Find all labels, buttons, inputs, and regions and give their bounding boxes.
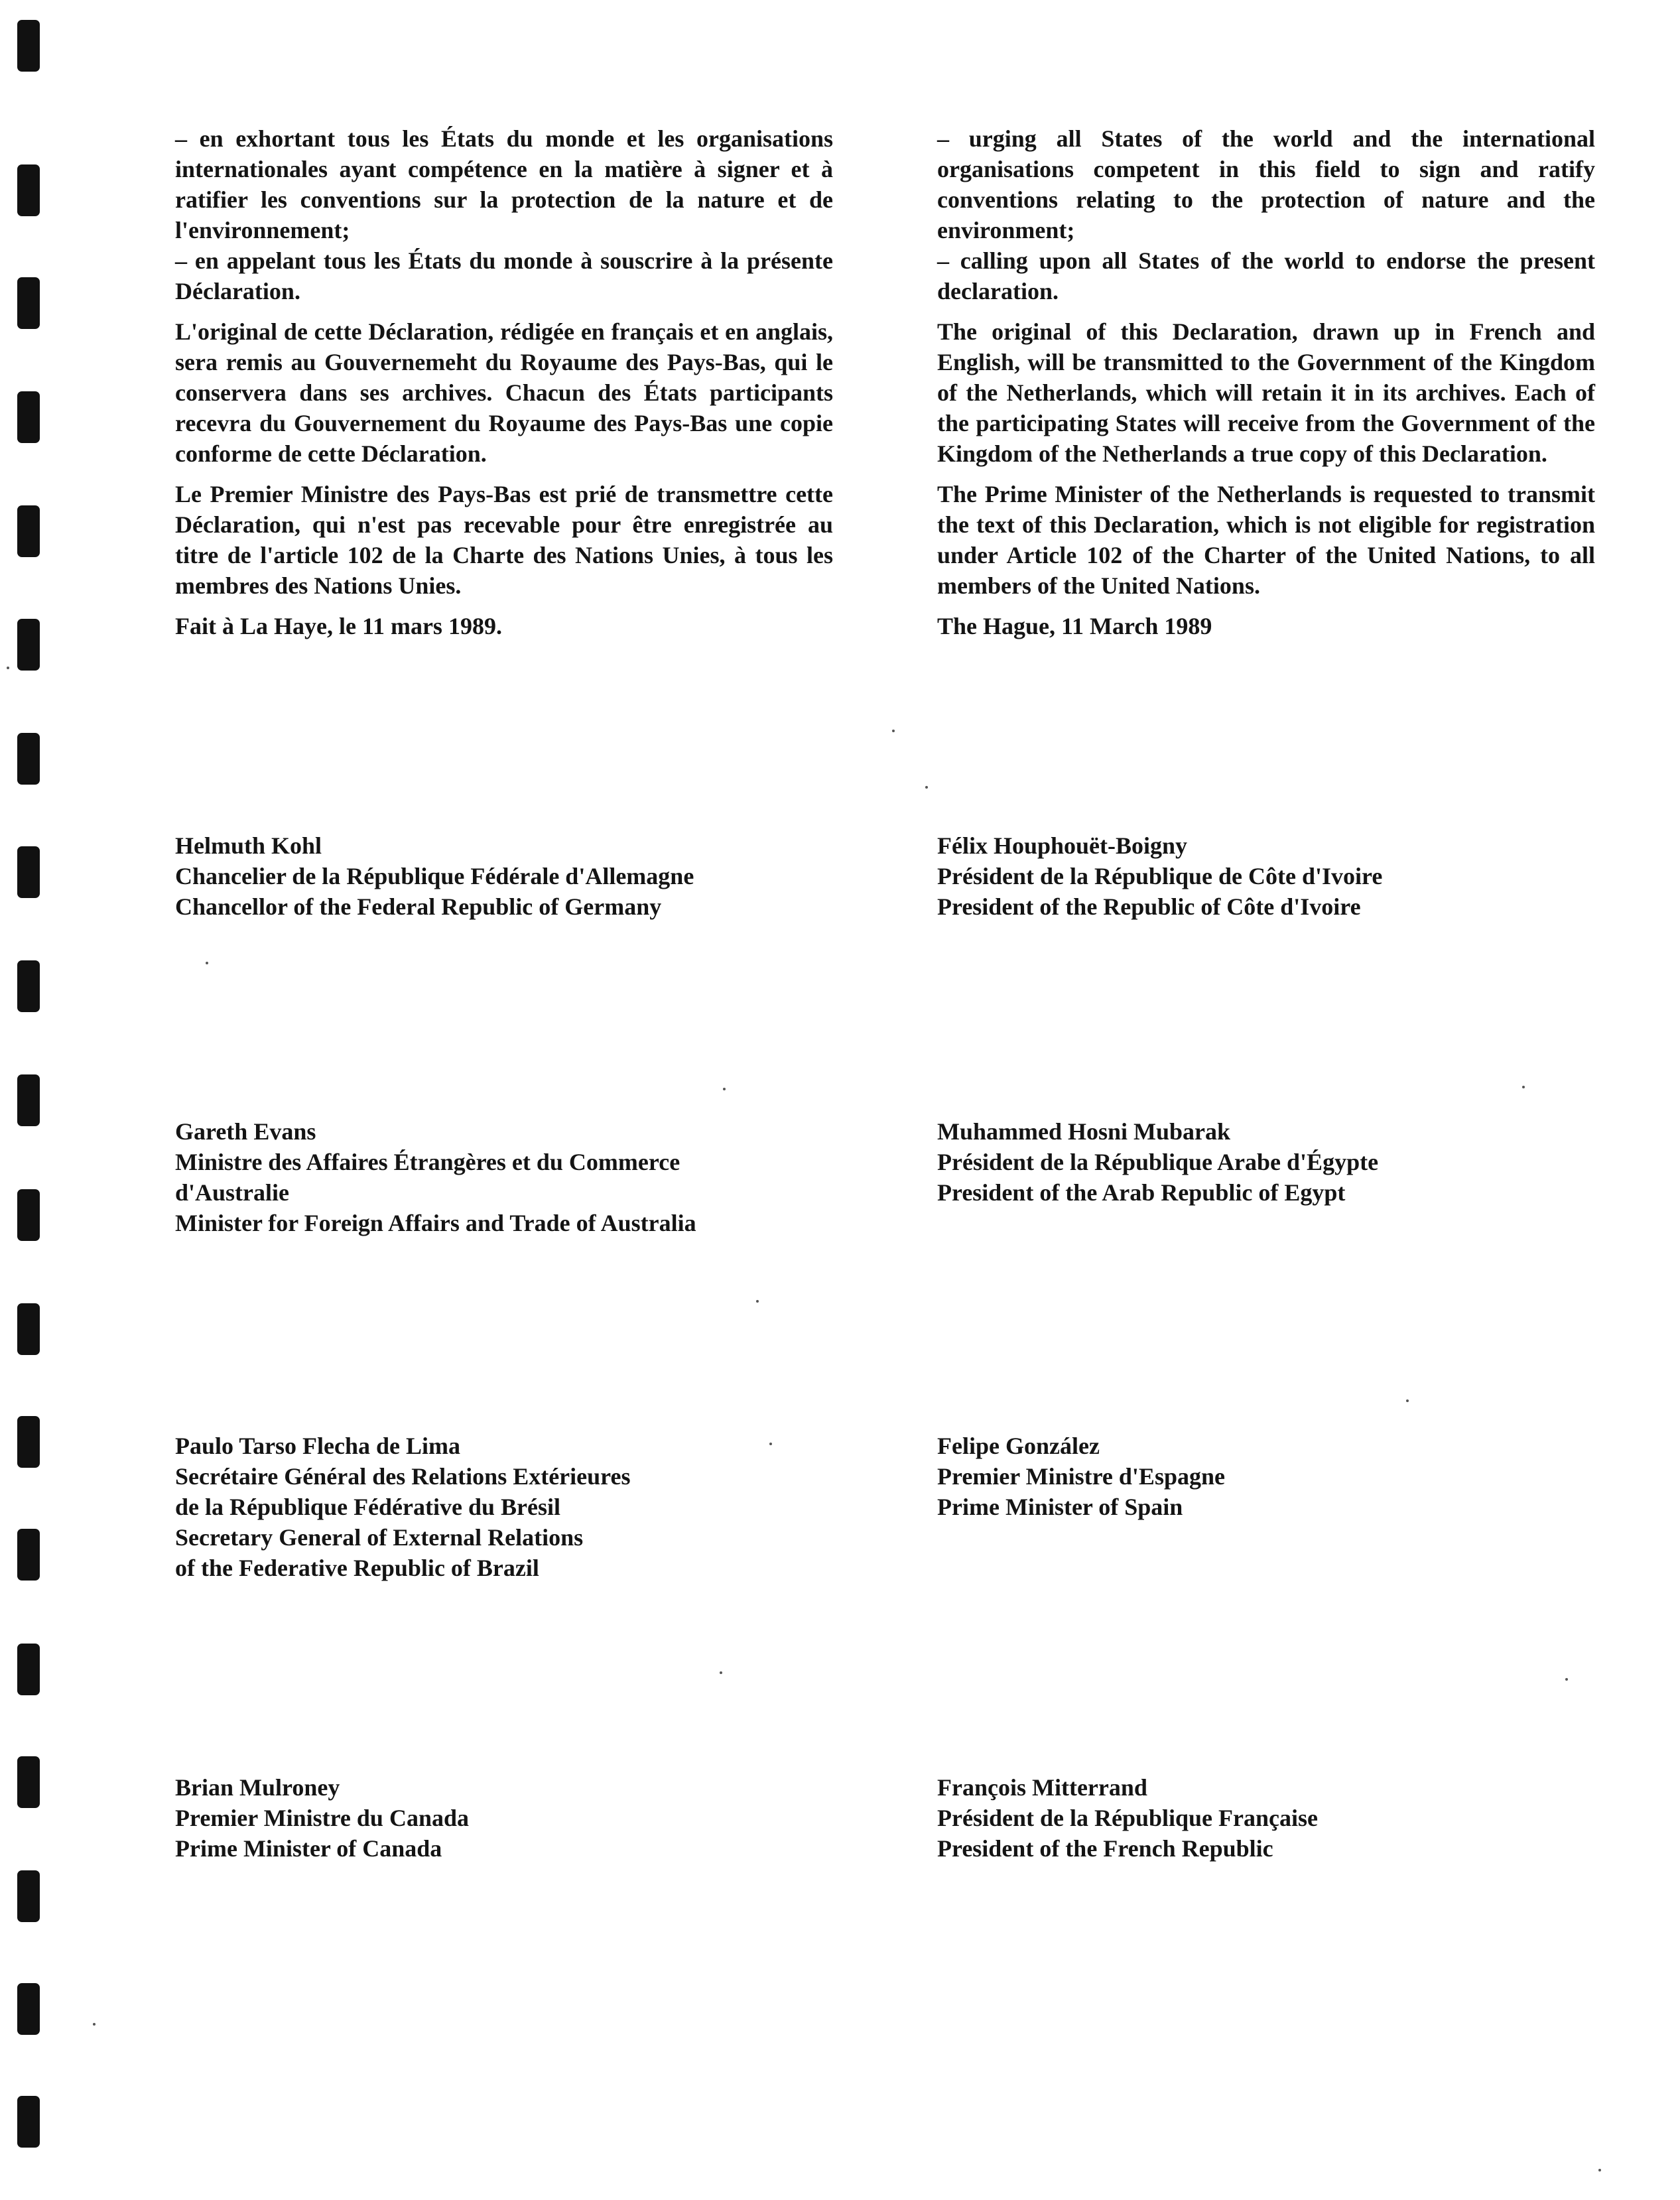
scan-speck <box>1522 1086 1525 1088</box>
scan-speck <box>756 1300 759 1303</box>
signatory-title: Président de la République Arabe d'Égypte <box>937 1149 1379 1175</box>
signatory-name: Paulo Tarso Flecha de Lima <box>175 1433 461 1459</box>
punch-hole <box>17 1644 40 1695</box>
signatory-name: Helmuth Kohl <box>175 832 322 859</box>
scan-speck <box>93 2023 96 2026</box>
scan-speck <box>723 1088 726 1090</box>
scan-speck <box>925 786 928 789</box>
paragraph: The Prime Minister of the Netherlands is requested to transmit the text of this Declaration, which is not eligible for registration under Article 102 of the Charter of the United Nations, to all members of the United Nations. <box>937 481 1595 599</box>
french-text-column <box>175 123 833 651</box>
signatory-title: Ministre des Affaires Étrangères et du Commerce <box>175 1149 680 1175</box>
punch-hole <box>17 1189 40 1241</box>
punch-hole <box>17 1756 40 1808</box>
signatory-title: Premier Ministre d'Espagne <box>937 1463 1225 1490</box>
punch-hole <box>17 733 40 785</box>
scan-speck <box>892 730 895 732</box>
paragraph: – en appelant tous les États du monde à souscrire à la présente Déclaration. <box>175 247 833 304</box>
signatory-title: Secretary General of External Relations <box>175 1524 584 1551</box>
punch-hole <box>17 1529 40 1581</box>
punch-hole <box>17 1074 40 1126</box>
signatory-name: François Mitterrand <box>937 1774 1147 1801</box>
scan-speck <box>769 1443 772 1445</box>
signatory-title: Chancellor of the Federal Republic of Germany <box>175 893 662 920</box>
signatory-title: Prime Minister of Canada <box>175 1835 442 1862</box>
signatory-block <box>175 1116 696 1238</box>
punch-hole <box>17 619 40 671</box>
punch-hole <box>17 277 40 329</box>
punch-hole <box>17 1303 40 1355</box>
punch-hole <box>17 846 40 898</box>
paragraph: – en exhortant tous les États du monde et les organisations internationales ayant compétence en la matière à signer et à ratifier les conventions sur la protection de la nature et de l'environnement; <box>175 125 833 243</box>
signatory-title: Président de la République Française <box>937 1805 1318 1831</box>
scan-speck <box>206 962 208 964</box>
signatory-name: Felipe González <box>937 1433 1100 1459</box>
signatory-title: d'Australie <box>175 1179 290 1206</box>
paragraph: Le Premier Ministre des Pays-Bas est prié de transmettre cette Déclaration, qui n'est pas recevable pour être enregistrée au titre de l'article 102 de la Charte des Nations Unies, à tous les membres des Nations Unies. <box>175 481 833 599</box>
punch-hole <box>17 960 40 1012</box>
signatory-title: Prime Minister of Spain <box>937 1494 1183 1520</box>
signatory-block <box>937 1772 1318 1864</box>
punch-hole <box>17 1983 40 2035</box>
punch-hole <box>17 1416 40 1468</box>
signatory-block <box>175 830 694 922</box>
scan-speck <box>1598 2169 1601 2171</box>
date-place: The Hague, 11 March 1989 <box>937 613 1212 639</box>
english-text-column <box>937 123 1595 651</box>
signatory-title: Président de la République de Côte d'Ivoire <box>937 863 1383 889</box>
signatory-title: President of the Republic of Côte d'Ivoire <box>937 893 1361 920</box>
signatory-title: Chancelier de la République Fédérale d'Allemagne <box>175 863 694 889</box>
signatory-block <box>937 830 1382 922</box>
signatory-name: Gareth Evans <box>175 1118 316 1145</box>
signatory-block <box>937 1431 1225 1522</box>
signatory-block <box>175 1772 469 1864</box>
signatory-block <box>937 1116 1378 1208</box>
paragraph: L'original de cette Déclaration, rédigée en français et en anglais, sera remis au Gouvernemeht du Royaume des Pays-Bas, qui le conservera dans ses archives. Chacun des États participants recevra du Gouvernement du Royaume des Pays-Bas une copie conforme de cette Déclaration. <box>175 318 833 467</box>
signatory-block <box>175 1431 630 1583</box>
signatory-name: Muhammed Hosni Mubarak <box>937 1118 1231 1145</box>
signatory-title: of the Federative Republic of Brazil <box>175 1555 539 1581</box>
punch-hole <box>17 20 40 72</box>
punch-hole <box>17 391 40 443</box>
signatory-name: Brian Mulroney <box>175 1774 340 1801</box>
punch-hole <box>17 505 40 557</box>
scan-speck <box>720 1671 722 1674</box>
signatory-title: Minister for Foreign Affairs and Trade of Australia <box>175 1210 696 1236</box>
date-place: Fait à La Haye, le 11 mars 1989. <box>175 613 502 639</box>
scan-speck <box>1565 1678 1568 1681</box>
scan-speck <box>7 667 9 669</box>
signatory-title: Premier Ministre du Canada <box>175 1805 469 1831</box>
signatory-title: Secrétaire Général des Relations Extérieures <box>175 1463 631 1490</box>
paragraph: The original of this Declaration, drawn up in French and English, will be transmitted to the Government of the Kingdom of the Netherlands, which will retain it in its archives. Each of the participating States will receive from the Government of the Kingdom of the Netherlands a true copy of this Declaration. <box>937 318 1595 467</box>
punch-hole <box>17 164 40 216</box>
paragraph: – urging all States of the world and the international organisations competent in this field to sign and ratify conventions relating to the protection of nature and the environment; <box>937 125 1595 243</box>
signatory-title: President of the French Republic <box>937 1835 1273 1862</box>
signatory-name: Félix Houphouët-Boigny <box>937 832 1188 859</box>
signatory-title: de la République Fédérative du Brésil <box>175 1494 561 1520</box>
punch-hole <box>17 1870 40 1922</box>
paragraph: – calling upon all States of the world to endorse the present declaration. <box>937 247 1595 304</box>
signatory-title: President of the Arab Republic of Egypt <box>937 1179 1346 1206</box>
scan-speck <box>1406 1399 1409 1402</box>
punch-hole <box>17 2096 40 2148</box>
